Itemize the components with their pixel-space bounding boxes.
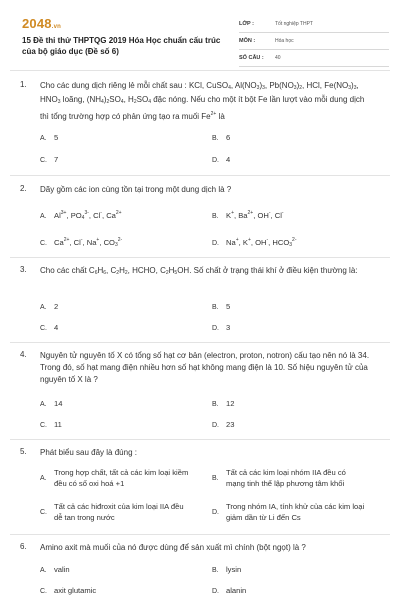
answer-option[interactable] [40,398,62,410]
answer-option[interactable] [40,419,62,431]
answer-option[interactable] [40,322,58,334]
question-text: Cho các chất $C_6H_6$, $C_2H_2$, HCHO, $C_2H_5OH$. Số chất ở trạng thái khí ở điều kiện thường là: [40,266,358,276]
option-text: Trong nhóm IA, tính khử của các kim loại giảm dần từ Li đến Cs [226,502,365,522]
question-text: Dãy gồm các ion cùng tồn tại trong một dung dịch là ? [40,185,232,194]
answer-option[interactable] [212,419,234,431]
option-text: 4 [54,323,59,332]
option-text: $Ca^{2+}$, Cl-, Na+, $CO_3^{2-}$ [54,237,123,248]
option-letter: B. [212,474,219,482]
option-text: valin [54,565,70,574]
meta-row-subject [239,33,389,50]
divider [10,439,390,440]
question-number: 5. [20,447,27,456]
answer-option[interactable] [40,467,194,489]
answer-option[interactable] [212,322,230,334]
option-letter: D. [212,588,219,595]
option-letter: B. [212,213,219,220]
option-letter: D. [212,325,219,332]
divider [10,342,390,343]
logo-main: 2048 [22,16,52,31]
answer-option[interactable] [212,501,366,523]
option-text: 14 [54,399,63,408]
option-text: Na+, K+, OH-, $HCO_3^{2-}$ [226,237,297,248]
option-text: alanin [226,586,247,595]
question-number: 6. [20,542,27,551]
exam-meta [239,16,389,67]
option-text: axit glutamic [54,586,97,595]
exam-title: 15 Đề thi thử THPTQG 2019 Hóa Học chuẩn cấu trúc của bộ giáo dục (Đề số 6) [22,36,221,56]
option-text: 3 [226,323,231,332]
option-letter: A. [40,135,47,142]
option-text: lysin [226,565,242,574]
answer-option[interactable] [212,154,230,166]
answer-option[interactable] [40,208,122,224]
option-letter: D. [212,508,219,516]
answer-option[interactable] [40,235,122,251]
option-text: 23 [226,420,235,429]
divider [10,257,390,258]
document-header [12,10,390,68]
meta-label: LỚP : [239,21,254,27]
option-text: 5 [226,302,231,311]
meta-value: Tốt nghiệp THPT [275,21,313,27]
answer-option[interactable] [40,564,70,576]
option-letter: C. [40,508,47,516]
option-letter: C. [40,325,47,332]
question-number: 2. [20,184,27,193]
question-number: 1. [20,80,27,89]
option-text: 6 [226,133,231,142]
answer-option[interactable] [212,132,230,144]
option-text: 7 [54,155,59,164]
option-letter: B. [212,567,219,574]
option-text: 2 [54,302,59,311]
option-letter: D. [212,422,219,429]
option-letter: A. [40,213,47,220]
option-text: Trong hợp chất, tất cả các kim loại kiềm đều có số oxi hoá +1 [54,468,189,488]
option-letter: A. [40,401,47,408]
option-letter: D. [212,240,219,247]
question-text: Phát biểu sau đây là đúng : [40,448,137,457]
answer-option[interactable] [212,208,284,222]
option-letter: B. [212,304,219,311]
question-text: Cho các dung dịch riêng lẻ mỗi chất sau : KCl, CuSO$_4$, $Al(NO_3)_3$, $Pb(NO_3)_2$, HCl, $Fe(NO_3)_3$, $HNO_3$ loãng, $(NH_4)_2SO_4$, $H_2SO_4$ đặc nóng. Nếu cho một ít bột Fe lần lượt vào mỗi dung dịch thì tổng trường hợp có phản ứng tạo ra muối $Fe^{2+}$ là [40,81,365,121]
answer-option[interactable] [212,398,234,410]
answer-option[interactable] [212,301,230,313]
answer-option[interactable] [40,154,58,166]
option-text: 11 [54,420,62,429]
option-letter: C. [40,588,47,595]
divider [10,175,390,176]
option-letter: A. [40,474,47,482]
option-text: $Al^{3+}$, $PO_4^{3-}$, Cl-, $Ca^{2+}$ [54,210,122,221]
meta-label: MÔN : [239,38,256,44]
option-letter: B. [212,401,219,408]
option-letter: C. [40,240,47,247]
meta-row-class [239,16,389,33]
option-letter: C. [40,422,47,429]
question-text: Nguyên tử nguyên tố X có tổng số hạt cơ bản (electron, proton, notron) cấu tạo nên nó là 34. Trong đó, số hạt mang điện nhiều hơn số hạt không mang điện là 10. Số hiệu nguyên tử của nguyên tố X là ? [40,351,370,384]
question-text: Amino axit mà muối của nó được dùng để sản xuất mì chính (bột ngọt) là ? [40,543,306,552]
logo-suffix: .vn [51,24,62,30]
option-text: 5 [54,133,59,142]
question-number: 3. [20,265,27,274]
answer-option[interactable] [212,585,246,597]
answer-option[interactable] [40,585,96,597]
option-letter: B. [212,135,219,142]
option-letter: A. [40,567,47,574]
site-logo [22,16,61,31]
meta-value: 40 [275,55,281,61]
divider [10,70,390,71]
option-text: Tất cả các hiđroxit của kim loại IIA đều dễ tan trong nước [54,502,184,522]
option-letter: A. [40,304,47,311]
answer-option[interactable] [40,132,58,144]
answer-option[interactable] [212,235,297,251]
divider [10,534,390,535]
meta-value: Hóa học [275,38,294,44]
option-text: 12 [226,399,235,408]
option-text: Tất cả các kim loại nhóm IIA đều có mạng tinh thể lập phương tâm khối [226,468,346,488]
option-text: K+, $Ba^{2+}$, OH-, Cl- [226,210,284,220]
option-text: 4 [226,155,231,164]
option-letter: C. [40,157,47,164]
meta-row-count [239,50,389,67]
question-number: 4. [20,350,27,359]
meta-label: SỐ CÂU : [239,55,264,61]
answer-option[interactable] [212,564,241,576]
answer-option[interactable] [40,301,58,313]
answer-option[interactable] [212,467,366,489]
answer-option[interactable] [40,501,194,523]
option-letter: D. [212,157,219,164]
